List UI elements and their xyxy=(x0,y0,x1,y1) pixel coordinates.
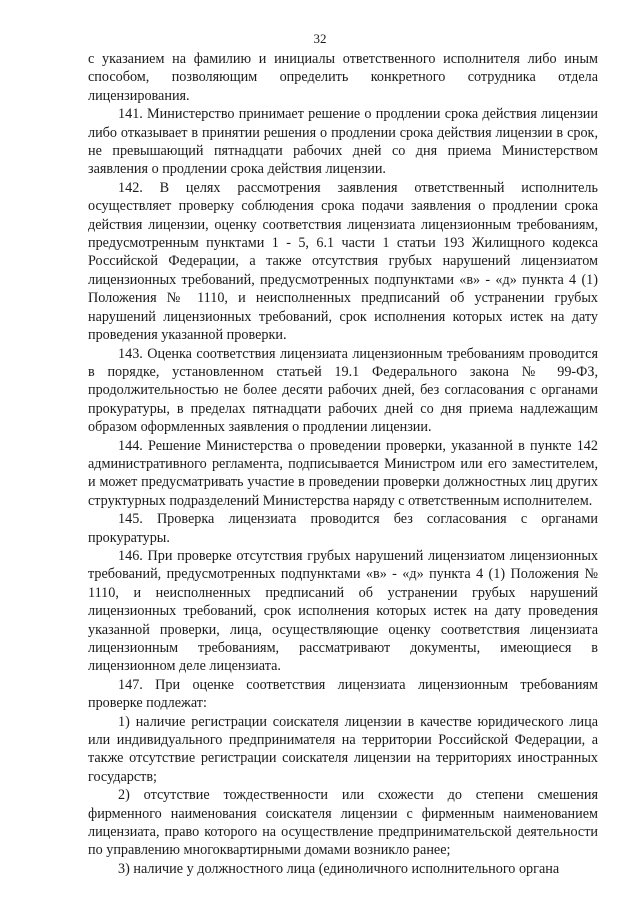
list-item-2: 2) отсутствие тождественности или схожести до степени смешения фирменного наименования соискателя лицензии с фирменным наименованием лицензиата, право которого на осуществление предпринимательской деятельности по управлению многоквартирными домами возникло ранее; xyxy=(88,787,598,859)
paragraph-143: 143. Оценка соответствия лицензиата лицензионным требованиям проводится в порядке, установленном статьей 19.1 Федерального закона № 99-ФЗ, продолжительностью не более десяти рабочих дней, без согласования с органами прокуратуры, в пределах пятнадцати рабочих дней со дня приема надлежащим образом оформленных заявления о продлении лицензии. xyxy=(88,345,598,436)
list-item-3: 3) наличие у должностного лица (единоличного исполнительного органа xyxy=(118,860,560,877)
document-body xyxy=(88,50,598,878)
list-item-1: 1) наличие регистрации соискателя лицензии в качестве юридического лица или индивидуального предпринимателя на территории Российской Федерации, а также отсутствие регистрации соискателя лицензии на территориях иностранных государств; xyxy=(88,713,598,785)
paragraph-146: 146. При проверке отсутствия грубых нарушений лицензиатом лицензионных требований, предусмотренных подпунктами «в» - «д» пункта 4 (1) Положения № 1110, и неисполненных предписаний об устранении грубых нарушений лицензионных требований, срок исполнения которых истек на дату проведения указанной проверки, лица, осуществляющие оценку соответствия лицензиата лицензионным требованиям, рассматривают документы, имеющиеся в лицензионном деле лицензиата. xyxy=(88,547,598,675)
paragraph-141: 141. Министерство принимает решение о продлении срока действия лицензии либо отказывает в принятии решения о продлении срока действия лицензии в срок, не превышающий пятнадцати рабочих дней со дня приема Министерством заявления о продлении срока действия лицензии. xyxy=(88,106,598,178)
paragraph-144: 144. Решение Министерства о проведении проверки, указанной в пункте 142 административного регламента, подписывается Министром или его заместителем, и может предусматривать участие в проведении проверки должностных лиц других структурных подразделений Министерства наряду с ответственным исполнителем. xyxy=(88,437,598,509)
paragraph-145: 145. Проверка лицензиата проводится без согласования с органами прокуратуры. xyxy=(88,511,598,546)
page-number: 32 xyxy=(313,31,327,46)
paragraph-continuation: с указанием на фамилию и инициалы ответственного исполнителя либо иным способом, позволяющим определить конкретного сотрудника отдела лицензирования. xyxy=(88,51,598,104)
paragraph-147: 147. При оценке соответствия лицензиата лицензионным требованиям проверке подлежат: xyxy=(88,676,598,712)
paragraph-142: 142. В целях рассмотрения заявления ответственный исполнитель осуществляет проверку соблюдения срока подачи заявления о продлении срока действия лицензии, оценку соответствия лицензиата лицензионным требованиям, предусмотренным пунктами 1 - 5, 6.1 части 1 статьи 193 Жилищного кодекса Российской Федерации, а также отсутствия грубых нарушений лицензиатом лицензионных требований, предусмотренных подпунктами «в» - «д» пункта 4 (1) Положения № 1110, и неисполненных предписаний об устранении грубых нарушений лицензионных требований, срок исполнения которых истек на дату проведения указанной проверки. xyxy=(88,179,598,344)
